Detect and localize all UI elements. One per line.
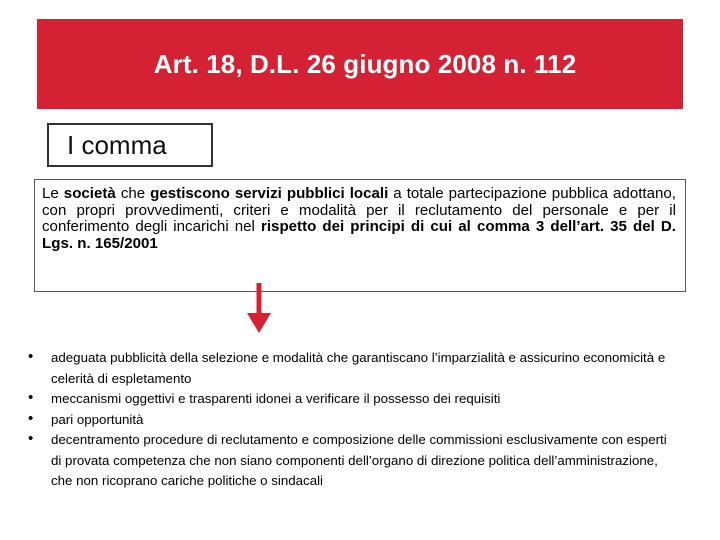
- slide-title: Art. 18, D.L. 26 giugno 2008 n. 112: [153, 48, 577, 79]
- section-label: I comma: [47, 123, 213, 167]
- bullet-icon: •: [28, 409, 34, 427]
- bullet-icon: •: [28, 430, 34, 447]
- down-arrow-icon: [247, 283, 271, 333]
- rule-body: a totale partecipazione pubblica adottano, con propri provvedimenti, criteri e modalità per il reclutamento del personale e per il conferimento degli incarichi nel: [42, 185, 676, 235]
- bullet-icon: •: [28, 348, 34, 365]
- rule-mid-bold: gestiscono servizi pubblici locali: [150, 185, 389, 202]
- rule-lead: Le: [42, 185, 64, 202]
- list-item-text: decentramento procedure di reclutamento e composizione delle commissioni esclusivamente con esperti di provata competenza che non siano componenti dell’organo di direzione politica dell’amministrazione, che non ricoprano cariche politiche o sindacali: [51, 432, 667, 488]
- rule-mid: che: [115, 185, 151, 202]
- rule-text-box: [34, 179, 686, 292]
- header-band: [37, 19, 683, 109]
- list-item-text: meccanismi oggettivi e trasparenti idonei a verificare il possesso dei requisiti: [51, 391, 501, 406]
- list-item: [28, 348, 668, 389]
- rule-lead-bold: società: [63, 185, 116, 202]
- criteria-list: [28, 348, 668, 492]
- bullet-icon: •: [28, 389, 34, 406]
- list-item: [28, 410, 668, 431]
- rule-principles: rispetto dei principi di cui al comma 3 dell’art. 35 del D. Lgs. n. 165/2001: [42, 218, 676, 252]
- list-item: [28, 430, 668, 492]
- list-item-text: pari opportunità: [51, 411, 144, 427]
- list-item: [28, 389, 668, 410]
- list-item-text: adeguata pubblicità della selezione e modalità che garantiscano l’imparzialità e assicurino economicità e celerità di espletamento: [51, 350, 666, 386]
